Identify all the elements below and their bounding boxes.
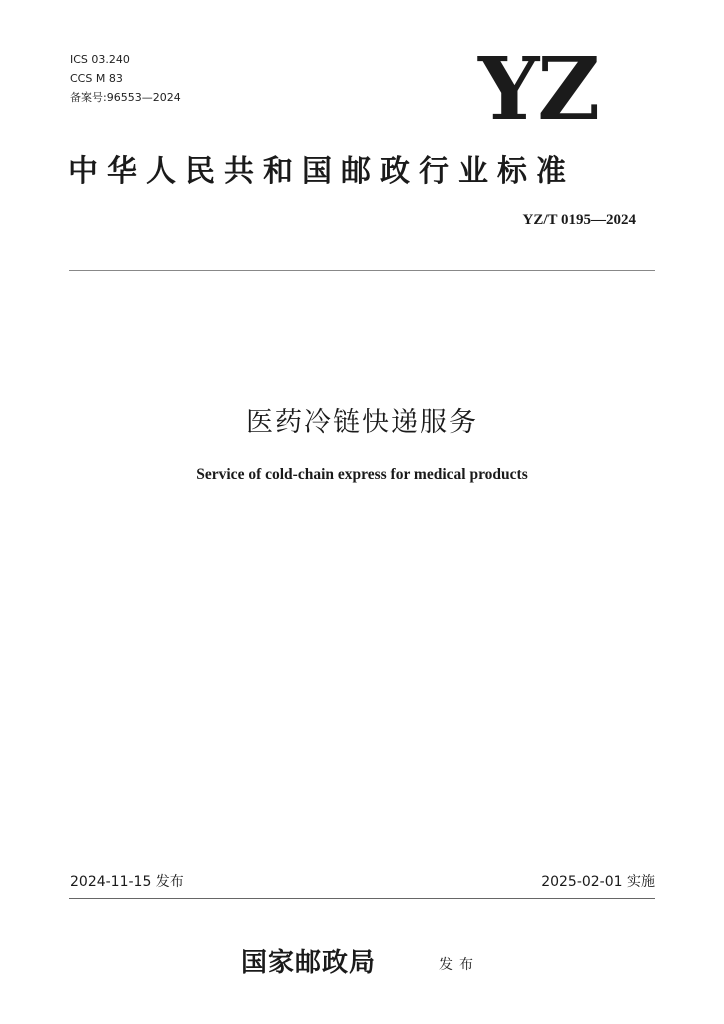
yz-logo: YZ — [478, 39, 599, 140]
ics-code: ICS 03.240 — [70, 53, 130, 66]
standard-category-title: 中华人民共和国邮政行业标准 — [68, 154, 575, 189]
issuing-authority: 国家邮政局 — [241, 948, 377, 978]
release-date: 2024-11-15 发布 — [70, 874, 184, 890]
issue-label: 发布 — [439, 957, 479, 973]
document-title-english: Service of cold-chain express for medical products — [196, 466, 528, 483]
implementation-date: 2025-02-01 实施 — [541, 874, 655, 890]
document-title-chinese: 医药冷链快递服务 — [246, 407, 478, 438]
top-divider — [69, 270, 655, 271]
bottom-divider — [69, 898, 655, 899]
ccs-code: CCS M 83 — [70, 72, 123, 85]
classification-block — [70, 50, 181, 107]
record-number: 备案号:96553—2024 — [70, 91, 181, 104]
standard-code: YZ/T 0195—2024 — [522, 212, 636, 228]
